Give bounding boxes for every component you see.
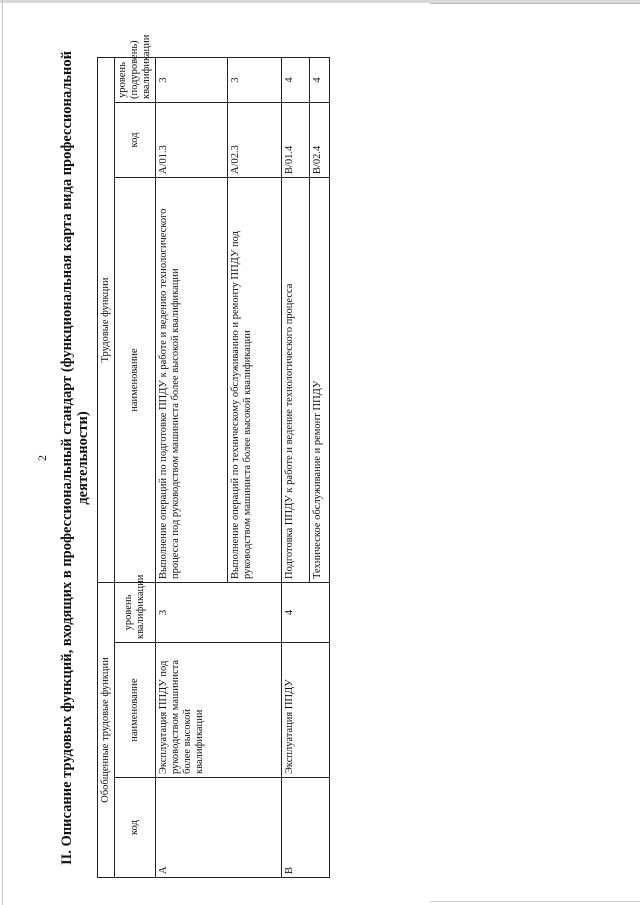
func-level-cell: 3 — [156, 57, 228, 102]
header-gen-level: уровень квалификации — [115, 583, 156, 643]
header-gen-name: наименование — [115, 643, 156, 778]
gen-code-cell: В — [282, 778, 330, 878]
func-code-cell: В/01.4 — [282, 103, 310, 178]
page-number: 2 — [35, 455, 49, 461]
header-row-groups — [98, 57, 115, 877]
func-level-cell: 3 — [228, 57, 282, 102]
scan-edge-left — [2, 0, 3, 905]
section-title: II. Описание трудовых функций, входящих в профессиональный стандарт (функциональная карта вида профессиональной деятельности) — [59, 51, 91, 865]
header-func-level: уровень (подуровень) квалификации — [115, 57, 156, 102]
header-gen-code: код — [115, 778, 156, 878]
rotated-page — [35, 34, 595, 878]
scan-edge-bottom — [430, 901, 640, 902]
func-code-cell: А/01.3 — [156, 103, 228, 178]
table-row — [282, 57, 310, 877]
func-code-cell: В/02.4 — [310, 103, 330, 178]
gen-code-cell: А — [156, 778, 282, 878]
table-row — [156, 57, 228, 877]
header-generalized: Обобщенные трудовые функции — [98, 583, 115, 878]
header-func-name: наименование — [115, 178, 156, 583]
func-name-cell: Подготовка ППДУ к работе и ведение технологического процесса — [282, 178, 310, 583]
header-func-code: код — [115, 103, 156, 178]
gen-level-cell: 3 — [156, 583, 282, 643]
func-level-cell: 4 — [282, 57, 310, 102]
func-name-cell: Техническое обслуживание и ремонт ППДУ — [310, 178, 330, 583]
gen-name-cell: Эксплуатация ППДУ — [282, 643, 330, 778]
header-labor: Трудовые функции — [98, 57, 115, 582]
gen-level-cell: 4 — [282, 583, 330, 643]
gen-name-cell: Эксплуатация ППДУ под руководством машиниста более высокой квалификации — [156, 643, 282, 778]
func-name-cell: Выполнение операций по техническому обслуживанию и ремонту ППДУ под руководством машиниста более высокой квалификации — [228, 178, 282, 583]
func-level-cell: 4 — [310, 57, 330, 102]
func-name-cell: Выполнение операций по подготовке ППДУ к работе и ведению технологического процесса под руководством машиниста более высокой квалификации — [156, 178, 228, 583]
func-code-cell: А/02.3 — [228, 103, 282, 178]
functional-map-table — [97, 34, 330, 878]
scan-edge-top-right — [430, 3, 640, 4]
header-row-columns — [115, 57, 156, 877]
